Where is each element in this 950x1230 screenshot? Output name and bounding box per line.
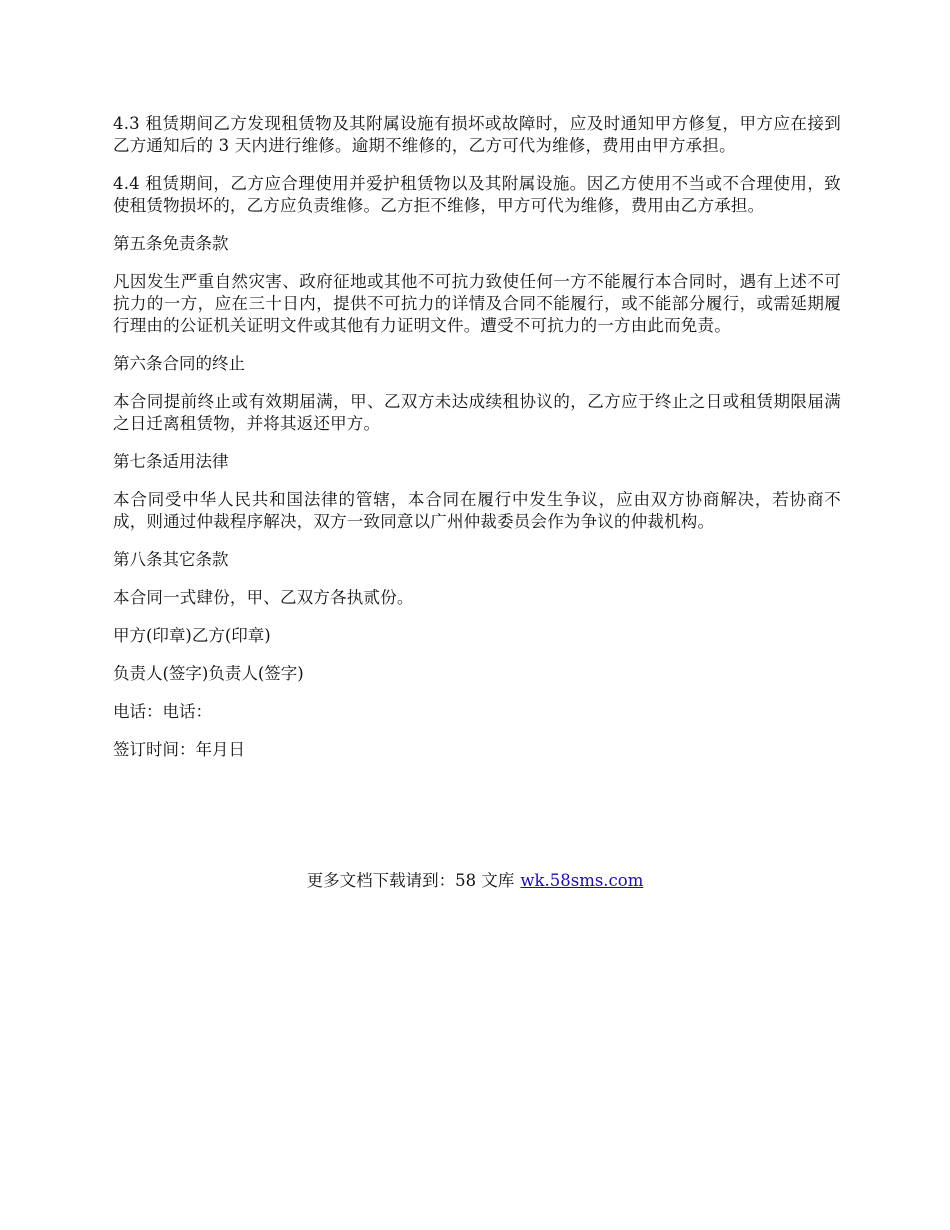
article-7-heading: 第七条适用法律 xyxy=(113,452,229,471)
document-body xyxy=(113,113,841,777)
article-8-body: 本合同一式肆份，甲、乙双方各执贰份。 xyxy=(113,588,414,607)
article-6-heading: 第六条合同的终止 xyxy=(113,354,245,373)
footer-prefix: 更多文档下载请到：58 文库 xyxy=(306,871,515,890)
seal-line: 甲方(印章)乙方(印章) xyxy=(113,626,271,645)
clause-4-4: 4.4 租赁期间，乙方应合理使用并爱护租赁物以及其附属设施。因乙方使用不当或不合理使用，致使租赁物损坏的，乙方应负责维修。乙方拒不维修，甲方可代为维修，费用由乙方承担。 xyxy=(113,174,841,215)
date-line: 签订时间：年月日 xyxy=(113,740,245,759)
clause-4-3: 4.3 租赁期间乙方发现租赁物及其附属设施有损坏或故障时，应及时通知甲方修复，甲方应在接到乙方通知后的 3 天内进行维修。逾期不维修的，乙方可代为维修，费用由甲方承担。 xyxy=(113,114,841,155)
footer-link[interactable]: wk.58sms.com xyxy=(520,871,644,890)
phone-line: 电话：电话： xyxy=(113,702,212,721)
signature-line: 负责人(签字)负责人(签字) xyxy=(113,664,304,683)
article-6-body: 本合同提前终止或有效期届满，甲、乙双方未达成续租协议的，乙方应于终止之日或租赁期限届满之日迁离租赁物，并将其返还甲方。 xyxy=(113,392,841,433)
article-5-heading: 第五条免责条款 xyxy=(113,234,229,253)
download-footer xyxy=(0,870,950,892)
article-5-body: 凡因发生严重自然灾害、政府征地或其他不可抗力致使任何一方不能履行本合同时，遇有上述不可抗力的一方，应在三十日内，提供不可抗力的详情及合同不能履行，或不能部分履行，或需延期履行理由的公证机关证明文件或其他有力证明文件。遭受不可抗力的一方由此而免责。 xyxy=(113,272,841,335)
article-7-body: 本合同受中华人民共和国法律的管辖，本合同在履行中发生争议，应由双方协商解决，若协商不成，则通过仲裁程序解决，双方一致同意以广州仲裁委员会作为争议的仲裁机构。 xyxy=(113,490,841,531)
article-8-heading: 第八条其它条款 xyxy=(113,550,229,569)
